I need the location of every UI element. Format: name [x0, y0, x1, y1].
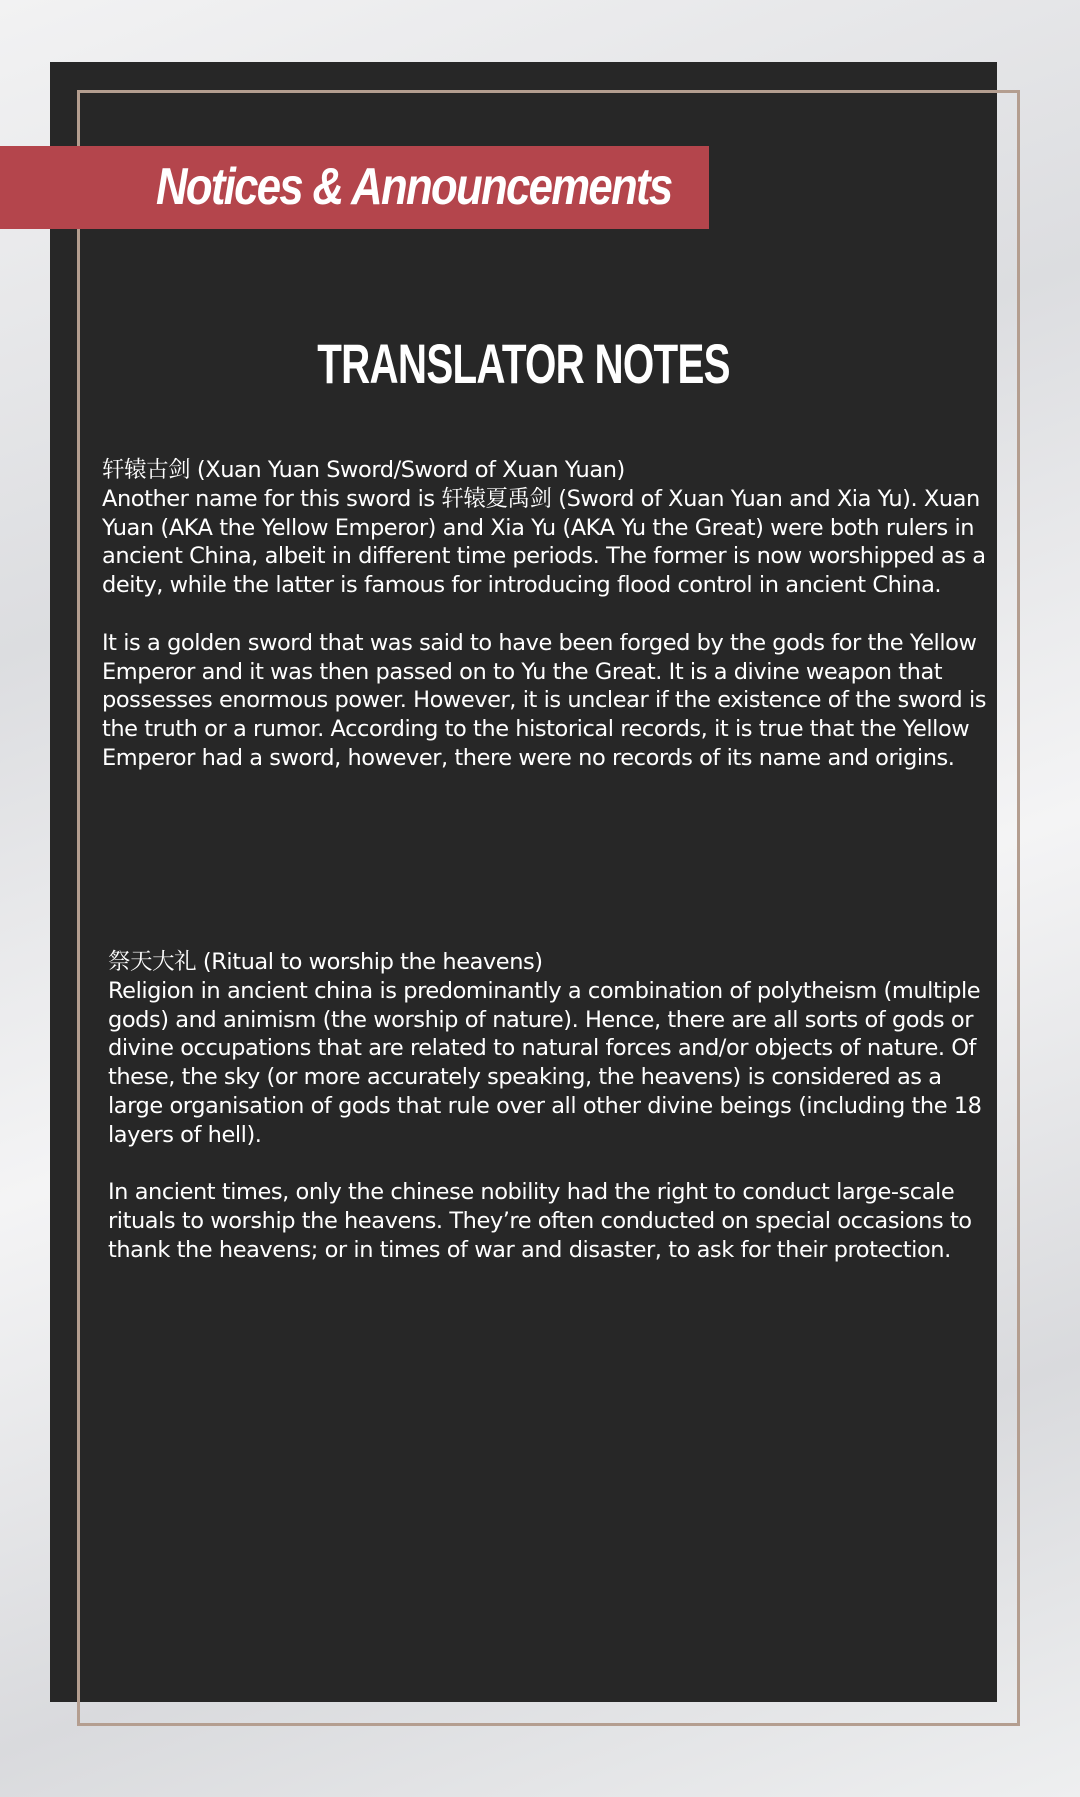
content-panel [50, 62, 997, 1702]
note-xuan-yuan-sword [102, 456, 988, 773]
page-title [50, 326, 997, 402]
paragraph-spacer [108, 1150, 988, 1179]
page-title-text: TRANSLATOR NOTES [317, 332, 730, 395]
paragraph-spacer [102, 600, 988, 629]
note-heading: 轩辕古剑 (Xuan Yuan Sword/Sword of Xuan Yuan) [102, 457, 625, 483]
note-paragraph: It is a golden sword that was said to have been forged by the gods for the Yellow Emperor and it was then passed on to Yu the Great. It is a divine weapon that possesses enormous power. However, it is unclear if the existence of the sword is the truth or a rumor. According to the historical records, it is true that the Yellow Emperor had a sword, however, there were no records of its name and origins. [102, 629, 987, 771]
note-paragraph: Religion in ancient china is predominantly a combination of polytheism (multiple gods) and animism (the worship of nature). Hence, there are all sorts of gods or divine occupations that are related to natural forces and/or objects of nature. Of these, the sky (or more accurately speaking, the heavens) is considered as a large organisation of gods that rule over all other divine beings (including the 18 layers of hell). [108, 977, 982, 1148]
note-paragraph: Another name for this sword is 轩辕夏禹剑 (Sword of Xuan Yuan and Xia Yu). Xuan Yuan (AKA the Yellow Emperor) and Xia Yu (AKA Yu the Great) were both rulers in ancient China, albeit in different time periods. The former is now worshipped as a deity, while the latter is famous for introducing flood control in ancient China. [102, 485, 986, 599]
banner-title: Notices & Announcements [156, 158, 672, 216]
note-heaven-ritual [108, 948, 988, 1265]
note-paragraph: In ancient times, only the chinese nobility had the right to conduct large-scale rituals to worship the heavens. They’re often conducted on special occasions to thank the heavens; or in times of war and disaster, to ask for their protection. [108, 1179, 972, 1263]
note-heading: 祭天大礼 (Ritual to worship the heavens) [108, 949, 543, 975]
